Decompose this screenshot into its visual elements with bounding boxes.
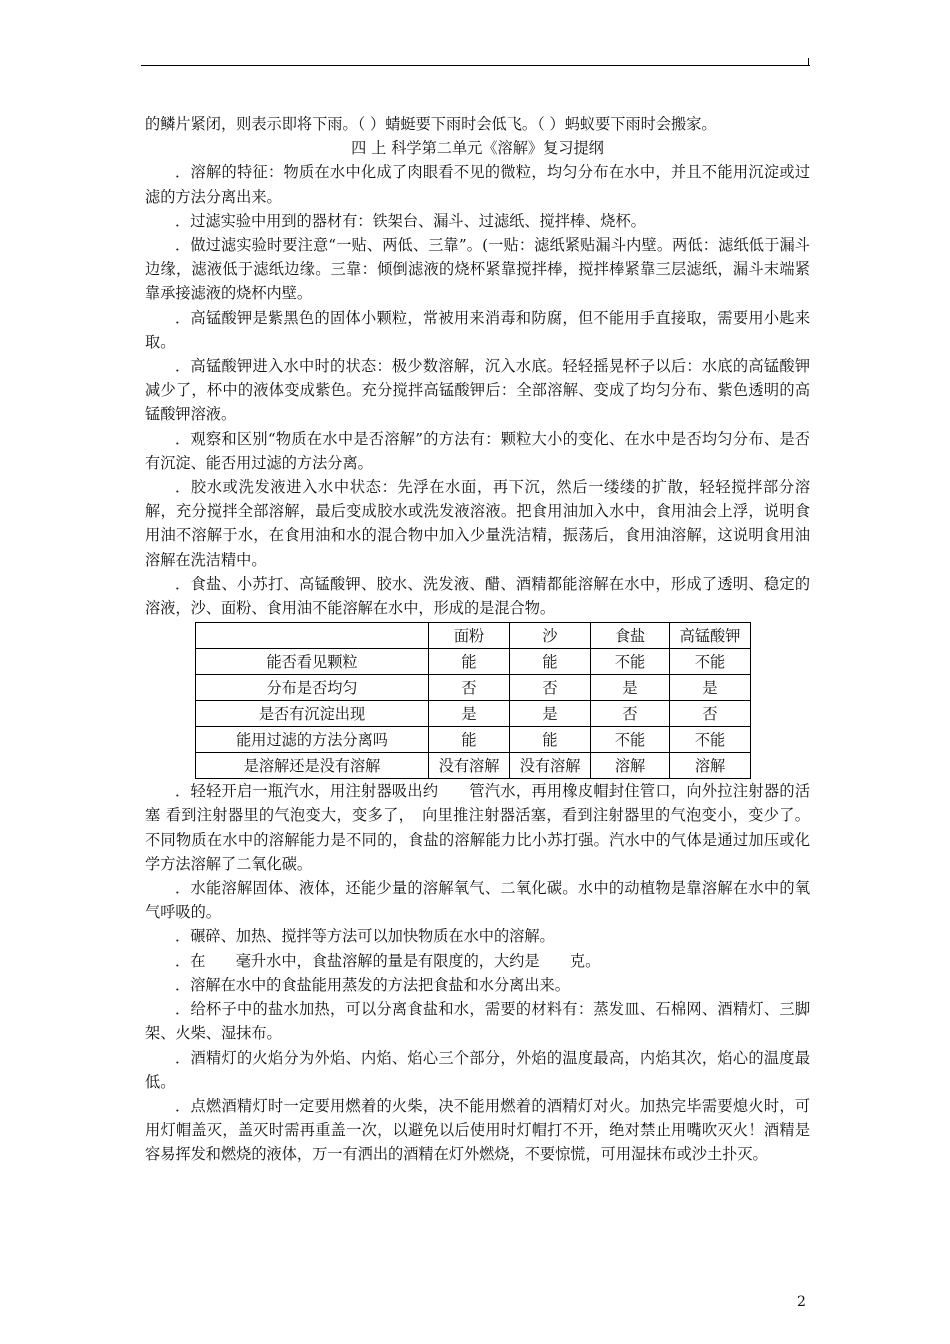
table-cell: 没有溶解 bbox=[429, 753, 510, 779]
paragraph-continued: 的鳞片紧闭，则表示即将下雨。（ ）蜻蜓要下雨时会低飞。（ ）蚂蚁要下雨时会搬家。 bbox=[145, 115, 717, 133]
table-cell: 否 bbox=[591, 701, 670, 727]
list-item: ．溶解在水中的食盐能用蒸发的方法把食盐和水分离出来。 bbox=[175, 975, 570, 994]
table-row bbox=[196, 649, 751, 675]
table-header-cell: 食盐 bbox=[591, 623, 670, 649]
list-item: ．给杯子中的盐水加热，可以分离食盐和水，需要的材料有：蒸发皿、石棉网、酒精灯、三脚架、火柴、湿抹布。 bbox=[145, 1000, 810, 1043]
table-row bbox=[196, 727, 751, 753]
list-item: ．做过滤实验时要注意“一贴、两低、三靠”。(一贴：滤纸紧贴漏斗内壁。两低：滤纸低于漏斗边缘，滤液低于滤纸边缘。三靠：倾倒滤液的烧杯紧靠搅拌棒，搅拌棒紧靠三层滤纸，漏斗末端紧靠承接滤液的烧杯内壁。 bbox=[145, 236, 810, 303]
table-cell: 能否看见颗粒 bbox=[196, 649, 429, 675]
table-cell: 不能 bbox=[670, 727, 751, 753]
table-cell: 分布是否均匀 bbox=[196, 675, 429, 701]
table-cell: 溶解 bbox=[591, 753, 670, 779]
table-header-row bbox=[196, 623, 751, 649]
list-item: ．在 毫升水中，食盐溶解的量是有限度的，大约是 克。 bbox=[175, 951, 601, 970]
table-cell: 能 bbox=[510, 727, 591, 753]
comparison-table bbox=[195, 622, 751, 779]
table-cell: 不能 bbox=[670, 649, 751, 675]
list-item: ．食盐、小苏打、高锰酸钾、胶水、洗发液、醋、酒精都能溶解在水中，形成了透明、稳定的溶液，沙、面粉、食用油不能溶解在水中，形成的是混合物。 bbox=[145, 574, 810, 618]
list-item: ．碾碎、加热、搅拌等方法可以加快物质在水中的溶解。 bbox=[175, 927, 555, 946]
list-item: ．胶水或洗发液进入水中状态：先浮在水面，再下沉，然后一缕缕的扩散，轻轻搅拌部分溶解，充分搅拌全部溶解，最后变成胶水或洗发液溶液。把食用油加入水中，食用油会上浮，说明食用油不溶解于水，在食用油和水的混合物中加入少量洗洁精，振荡后，食用油溶解，这说明食用油溶解在洗洁精中。 bbox=[145, 478, 810, 569]
table-header-cell: 面粉 bbox=[429, 623, 510, 649]
list-item: ．水能溶解固体、液体，还能少量的溶解氧气、二氧化碳。水中的动植物是靠溶解在水中的氧气呼吸的。 bbox=[145, 879, 810, 922]
list-item: ．过滤实验中用到的器材有：铁架台、漏斗、过滤纸、搅拌棒、烧杯。 bbox=[175, 211, 646, 230]
table-cell: 是 bbox=[591, 675, 670, 701]
list-item: ．轻轻开启一瓶汽水，用注射器吸出约 管汽水，再用橡皮帽封住管口，向外拉注射器的活塞 看到注射器里的气泡变大，变多了， 向里推注射器活塞，看到注射器里的气泡变小，变少了。不同物质在水中的溶解能力是不同的，食盐的溶解能力比小苏打强。汽水中的气体是通过加压或化学方法溶解了二氧化碳。 bbox=[145, 782, 810, 873]
table-cell: 是否有沉淀出现 bbox=[196, 701, 429, 727]
table-cell: 是 bbox=[670, 675, 751, 701]
table-cell: 是 bbox=[510, 701, 591, 727]
table-cell: 能 bbox=[429, 727, 510, 753]
table-cell: 否 bbox=[670, 701, 751, 727]
section-title: 四 上 科学第二单元《溶解》复习提纲 bbox=[351, 139, 604, 158]
table-cell: 能 bbox=[429, 649, 510, 675]
table-header-cell: 沙 bbox=[510, 623, 591, 649]
list-item: ．酒精灯的火焰分为外焰、内焰、焰心三个部分，外焰的温度最高，内焰其次，焰心的温度最低。 bbox=[145, 1048, 810, 1091]
table-cell: 溶解 bbox=[670, 753, 751, 779]
table-cell: 否 bbox=[510, 675, 591, 701]
table-row bbox=[196, 675, 751, 701]
header-rule bbox=[141, 65, 810, 66]
table-cell: 否 bbox=[429, 675, 510, 701]
list-item: ．点燃酒精灯时一定要用燃着的火柴，决不能用燃着的酒精灯对火。加热完毕需要熄火时，可用灯帽盖灭，盖灭时需再重盖一次，以避免以后使用时灯帽打不开，绝对禁止用嘴吹灭火！酒精是容易挥发和燃烧的液体，万一有洒出的酒精在灯外燃烧，不要惊慌，可用湿抹布或沙土扑灭。 bbox=[145, 1096, 810, 1164]
table-cell: 是溶解还是没有溶解 bbox=[196, 753, 429, 779]
list-item: ．高锰酸钾是紫黑色的固体小颗粒，常被用来消毒和防腐，但不能用手直接取，需要用小匙来取。 bbox=[145, 308, 810, 351]
table-row bbox=[196, 701, 751, 727]
document-body bbox=[145, 112, 810, 1167]
table-cell: 能用过滤的方法分离吗 bbox=[196, 727, 429, 753]
list-item: ．观察和区别“物质在水中是否溶解”的方法有：颗粒大小的变化、在水中是否均匀分布、是否有沉淀、能否用过滤的方法分离。 bbox=[145, 429, 810, 472]
table-cell: 没有溶解 bbox=[510, 753, 591, 779]
table-header-cell bbox=[196, 623, 429, 649]
table-header-cell: 高锰酸钾 bbox=[670, 623, 751, 649]
header-rule-tick bbox=[808, 58, 809, 66]
table-cell: 不能 bbox=[591, 727, 670, 753]
table-cell: 不能 bbox=[591, 649, 670, 675]
table-cell: 是 bbox=[429, 701, 510, 727]
table-row bbox=[196, 753, 751, 779]
table-cell: 能 bbox=[510, 649, 591, 675]
page-number: 2 bbox=[797, 1294, 806, 1310]
list-item: ．溶解的特征：物质在水中化成了肉眼看不见的微粒，均匀分布在水中，并且不能用沉淀或过滤的方法分离出来。 bbox=[145, 163, 810, 206]
list-item: ．高锰酸钾进入水中时的状态：极少数溶解，沉入水底。轻轻摇晃杯子以后：水底的高锰酸钾减少了，杯中的液体变成紫色。充分搅拌高锰酸钾后：全部溶解、变成了均匀分布、紫色透明的高锰酸钾溶液。 bbox=[145, 357, 810, 424]
